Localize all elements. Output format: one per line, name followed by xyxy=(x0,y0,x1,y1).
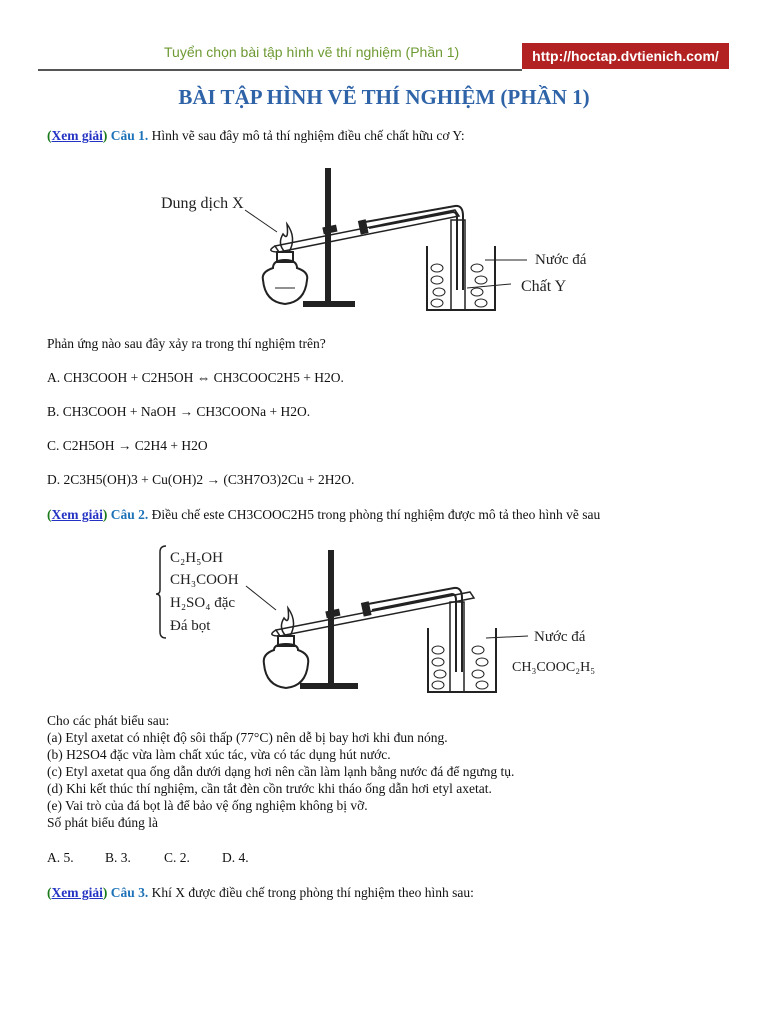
question-2-heading: (Xem giải) Câu 2. Điều chế este CH3COOC2H5 trong phòng thí nghiệm được mô tả theo hình vẽ sau xyxy=(47,507,601,522)
q2-statement-b: (b) H2SO4 đặc vừa làm chất xúc tác, vừa có tác dụng hút nước. xyxy=(47,747,391,762)
q2-text: Điều chế este CH3COOC2H5 trong phòng thí nghiệm được mô tả theo hình vẽ sau xyxy=(151,507,601,522)
q1-option-c: C. C2H5OH → C2H4 + H2O xyxy=(47,438,208,453)
q1-prompt: Phản ứng nào sau đây xảy ra trong thí nghiệm trên? xyxy=(47,336,326,351)
q1-option-d: D. 2C3H5(OH)3 + Cu(OH)2 → (C3H7O3)2Cu + 2H2O. xyxy=(47,472,355,487)
q1-number: Câu 1. xyxy=(110,128,149,143)
q1-label-ice: Nước đá xyxy=(535,252,587,268)
q1-option-a: A. CH3COOH + C2H5OH ⇔ CH3COOC2H5 + H2O. xyxy=(47,370,344,385)
question-1-heading: (Xem giải) Câu 1. Hình vẽ sau đây mô tả thí nghiệm điều chế chất hữu cơ Y: xyxy=(47,128,465,143)
q2-label-h2so4: H₂SO₄ đặc xyxy=(170,595,236,611)
q1-apparatus-figure xyxy=(155,160,605,320)
q2-option-c: C. 2. xyxy=(164,850,190,865)
q2-option-d: D. 4. xyxy=(222,850,249,865)
q1-option-b: B. CH3COOH + NaOH → CH3COONa + H2O. xyxy=(47,404,311,419)
q2-statement-a: (a) Etyl axetat có nhiệt độ sôi thấp (77°C) nên dễ bị bay hơi khi đun nóng. xyxy=(47,730,448,745)
q2-label-ester: CH₃COOC₂H₅ xyxy=(512,660,596,675)
q2-option-b: B. 3. xyxy=(105,850,131,865)
q2-statement-d: (d) Khi kết thúc thí nghiệm, cần tắt đèn cồn trước khi tháo ống dẫn hơi etyl axetat. xyxy=(47,781,492,796)
q2-label-ethanol: C₂H₅OH xyxy=(170,550,223,566)
question-3-heading: (Xem giải) Câu 3. Khí X được điều chế trong phòng thí nghiệm theo hình sau: xyxy=(47,885,474,900)
q3-solution-link[interactable]: Xem giải xyxy=(51,885,103,900)
q2-intro: Cho các phát biểu sau: xyxy=(47,713,170,728)
page-title: BÀI TẬP HÌNH VẼ THÍ NGHIỆM (PHẦN 1) xyxy=(178,85,590,109)
q2-apparatus-figure xyxy=(150,540,620,700)
header-divider xyxy=(38,69,522,71)
q2-option-a: A. 5. xyxy=(47,850,74,865)
q1-label-solution: Dung dịch X xyxy=(161,195,244,212)
q2-number: Câu 2. xyxy=(110,507,149,522)
q2-label-ice: Nước đá xyxy=(534,629,586,645)
q2-label-stone: Đá bọt xyxy=(170,618,211,634)
q2-solution-link[interactable]: Xem giải xyxy=(51,507,103,522)
header-title: Tuyển chọn bài tập hình vẽ thí nghiệm (Phần 1) xyxy=(164,44,460,60)
q2-statement-c: (c) Etyl axetat qua ống dẫn dưới dạng hơi nên cần làm lạnh bằng nước đá để ngưng tụ. xyxy=(47,764,515,779)
q3-text: Khí X được điều chế trong phòng thí nghiệm theo hình sau: xyxy=(151,885,474,900)
q1-label-product: Chất Y xyxy=(521,278,567,295)
q1-solution-link[interactable]: Xem giải xyxy=(51,128,103,143)
q2-label-acid: CH₃COOH xyxy=(170,572,239,588)
q3-number: Câu 3. xyxy=(110,885,149,900)
q2-statement-e: (e) Vai trò của đá bọt là để bảo vệ ống nghiệm không bị vỡ. xyxy=(47,798,368,813)
q2-ask: Số phát biểu đúng là xyxy=(47,815,158,830)
header-url[interactable]: http://hoctap.dvtienich.com/ xyxy=(522,43,729,69)
q1-text: Hình vẽ sau đây mô tả thí nghiệm điều chế chất hữu cơ Y: xyxy=(151,128,465,143)
